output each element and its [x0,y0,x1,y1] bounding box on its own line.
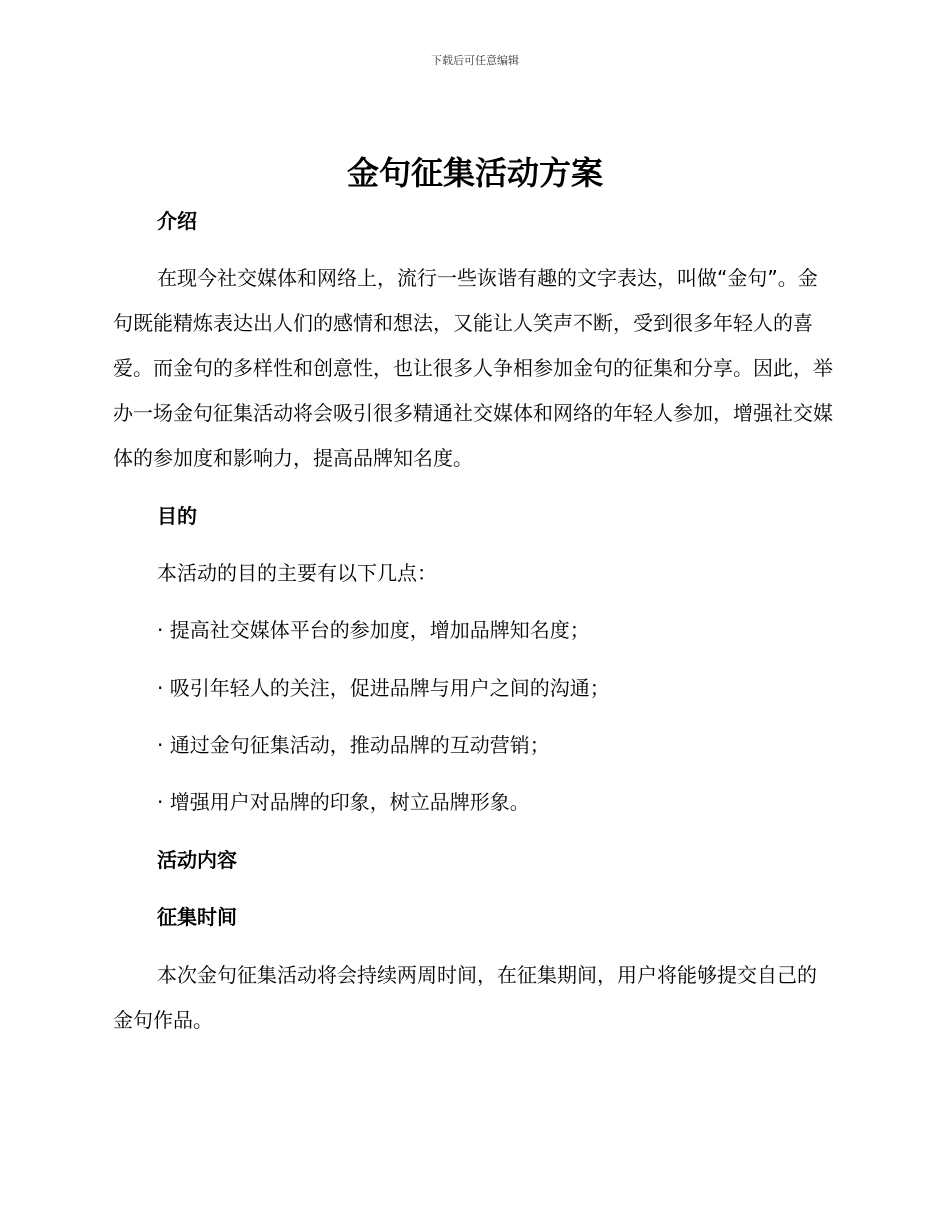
section-heading-goal: 目的 [157,504,197,528]
goal-list-item: · 提高社交媒体平台的参加度，增加品牌知名度； [157,618,590,642]
document-title: 金句征集活动方案 [346,154,603,192]
page-header: 下载后可任意编辑 [431,54,519,67]
section-heading-content: 活动内容 [157,848,237,872]
goal-list-item: · 通过金句征集活动，推动品牌的互动营销； [157,733,550,757]
goal-list-item: · 增强用户对品牌的印象，树立品牌形象。 [157,790,530,814]
goal-list-item: · 吸引年轻人的关注，促进品牌与用户之间的沟通； [157,676,610,700]
goal-intro-text: 本活动的目的主要有以下几点： [157,561,437,585]
intro-paragraph: 在现今社交媒体和网络上，流行一些诙谐有趣的文字表达，叫做“金句”。金句既能精炼表达出人们的感情和想法，又能让人笑声不断，受到很多年轻人的喜爱。而金句的多样性和创意性，也让很多人争相参加金句的征集和分享。因此，举办一场金句征集活动将会吸引很多精通社交媒体和网络的年轻人参加，增强社交媒体的参加度和影响力，提高品牌知名度。 [113,266,833,470]
time-paragraph: 本次金句征集活动将会持续两周时间，在征集期间，用户将能够提交自己的金句作品。 [113,963,817,1032]
section-heading-intro: 介绍 [157,209,197,233]
section-heading-time: 征集时间 [157,905,237,929]
